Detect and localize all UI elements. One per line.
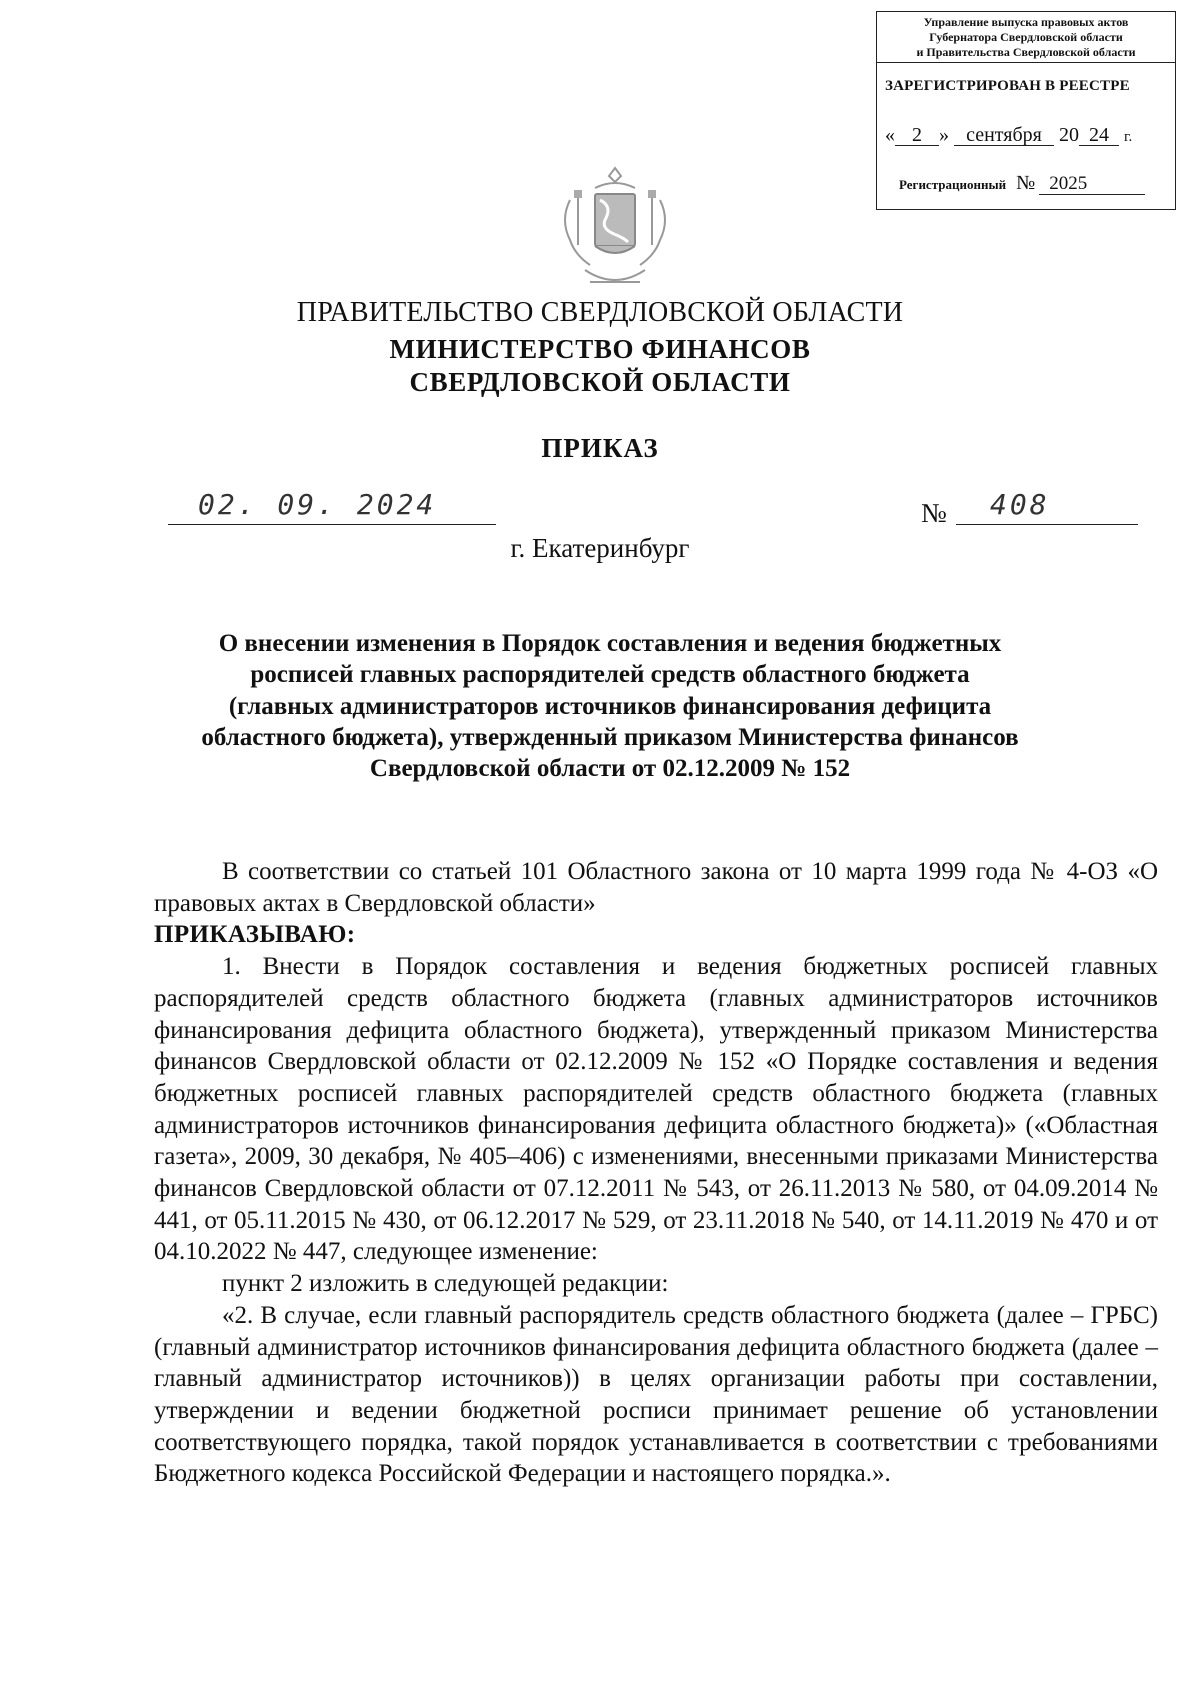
stamp-header-line: и Правительства Свердловской области bbox=[916, 45, 1136, 59]
title-line: областного бюджета), утвержденный приказом Министерства финансов bbox=[201, 723, 1019, 751]
order-title bbox=[150, 628, 1070, 784]
title-line: О внесении изменения в Порядок составления и ведения бюджетных bbox=[218, 630, 1002, 657]
document-type: ПРИКАЗ bbox=[541, 433, 659, 463]
stamp-registration-number bbox=[899, 172, 1145, 195]
item-1-subparagraph: пункт 2 изложить в следующей редакции: bbox=[222, 1270, 669, 1298]
order-word: ПРИКАЗЫВАЮ: bbox=[154, 921, 356, 949]
stamp-number-value: 2025 bbox=[1039, 174, 1145, 195]
title-line: росписей главных распорядителей средств областного бюджета bbox=[250, 661, 970, 689]
order-date-handwritten: 02. 09. 2024 bbox=[198, 488, 437, 521]
stamp-reg-label: Регистрационный bbox=[899, 177, 1007, 192]
government-heading: ПРАВИТЕЛЬСТВО СВЕРДЛОВСКОЙ ОБЛАСТИ bbox=[296, 297, 904, 328]
stamp-header bbox=[877, 12, 1175, 63]
title-line: (главных администраторов источников финансирования дефицита bbox=[228, 692, 992, 720]
order-date-underline bbox=[168, 524, 496, 525]
registry-stamp bbox=[876, 11, 1176, 210]
stamp-date-year-abbr: г. bbox=[1124, 129, 1133, 145]
item-1-quote-paragraph: «2. В случае, если главный распорядитель средств областного бюджета (далее – ГРБС) (главный администратор источников финансирования дефицита областного бюджета (далее – главный администратор источников)) в целях организации работы при составлении, утверждении и ведении бюджетной росписи принимает решение об установлении соответствующего порядка, такой порядок устанавливается в соответствии с требованиями Бюджетного кодекса Российской Федерации и настоящего порядка.». bbox=[154, 1301, 1158, 1488]
stamp-date-month: сентября bbox=[954, 125, 1054, 146]
city: г. Екатеринбург bbox=[510, 533, 690, 563]
stamp-registered-label: ЗАРЕГИСТРИРОВАН В РЕЕСТРЕ bbox=[885, 78, 1130, 94]
stamp-date bbox=[885, 124, 1132, 147]
stamp-date-open-quote: « bbox=[885, 124, 895, 146]
stamp-header-line: Губернатора Свердловской области bbox=[929, 30, 1123, 44]
order-number-handwritten: 408 bbox=[990, 488, 1050, 521]
item-1-paragraph: 1. Внести в Порядок составления и ведения бюджетных росписей главных распорядителей средств областного бюджета (главных администраторов источников финансирования дефицита областного бюджета), утвержденный приказом Министерства финансов Свердловской области от 02.12.2009 № 152 «О Порядке составления и ведения бюджетных росписей главных распорядителей средств областного бюджета (главных администраторов источников финансирования дефицита областного бюджета)» («Областная газета», 2009, 30 декабря, № 405–406) с изменениями, внесенными приказами Министерства финансов Свердловской области от 07.12.2011 № 543, от 26.11.2013 № 580, от 04.09.2014 № 441, от 05.11.2015 № 430, от 06.12.2017 № 529, от 23.11.2018 № 540, от 14.11.2019 № 470 и от 04.10.2022 № 447, следующее изменение: bbox=[154, 953, 1158, 1266]
stamp-date-close-quote: » bbox=[939, 124, 949, 146]
order-number-underline bbox=[956, 524, 1138, 525]
stamp-date-year-prefix: 20 bbox=[1059, 124, 1079, 146]
stamp-date-year-suffix: 24 bbox=[1079, 125, 1119, 146]
order-body bbox=[154, 856, 1158, 1490]
title-line: Свердловской области от 02.12.2009 № 152 bbox=[369, 755, 851, 783]
coat-of-arms-icon bbox=[550, 160, 680, 300]
ministry-heading-line1: МИНИСТЕРСТВО ФИНАНСОВ bbox=[389, 334, 811, 364]
ministry-heading-line2: СВЕРДЛОВСКОЙ ОБЛАСТИ bbox=[409, 367, 791, 397]
stamp-number-sign: № bbox=[1016, 172, 1036, 194]
preamble-paragraph: В соответствии со статьей 101 Областного закона от 10 марта 1999 года № 4-ОЗ «О правовых актах в Свердловской области» bbox=[154, 858, 1158, 917]
stamp-date-day: 2 bbox=[895, 125, 939, 146]
order-number-sign: № bbox=[921, 498, 947, 528]
stamp-header-line: Управление выпуска правовых актов bbox=[923, 15, 1129, 29]
